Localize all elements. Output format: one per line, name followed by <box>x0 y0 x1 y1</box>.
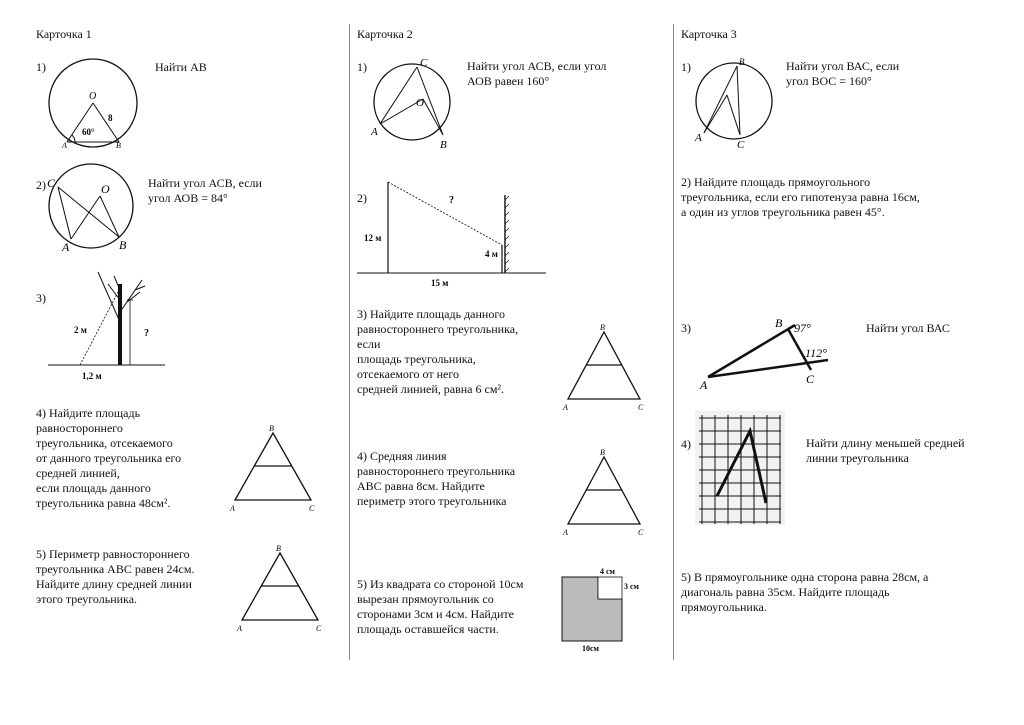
card3-task1-number: 1) <box>681 60 691 74</box>
label-a: A <box>62 141 67 150</box>
card2-task3-text: 3) Найдите площадь данного равностороннего треугольника, если площадь треугольника, отсекаемого от него средней линией, равна 6 см². <box>357 307 519 396</box>
card3-task1-text: Найти угол ВАС, если угол ВОС = 160° <box>786 59 900 88</box>
card1-task4-text: 4) Найдите площадь равностороннего треугольника, отсекаемого от данного треугольника его средней линией, если площадь данного треугольника равна 48см². <box>36 406 182 510</box>
card2-task2-figure <box>354 175 549 290</box>
label-a: A <box>563 403 568 412</box>
label-a: A <box>695 132 702 144</box>
card3-title: Карточка 3 <box>681 27 737 41</box>
card2-task5-figure <box>558 565 658 655</box>
card1-task2-number: 2) <box>36 178 46 192</box>
label-w: 4 см <box>600 567 615 576</box>
label-base: 15 м <box>431 278 449 288</box>
cut-out-rect <box>598 577 622 599</box>
card2-task4-figure <box>558 447 653 539</box>
card2-task1-text: Найти угол АСВ, если угол АОВ равен 160° <box>467 59 607 88</box>
label-b: B <box>739 57 745 67</box>
label-a: A <box>371 126 378 138</box>
label-c: C <box>316 624 322 633</box>
label-b: B <box>600 448 605 457</box>
card1-task1-figure <box>45 55 145 150</box>
label-side: 10см <box>582 644 599 653</box>
label-q: ? <box>144 328 149 339</box>
card1-task5-text: 5) Периметр равностороннего треугольника АВС равен 24см. Найдите длину средней линии этого треугольника. <box>36 547 195 606</box>
label-q: ? <box>449 195 454 206</box>
label-o: O <box>416 97 424 109</box>
card3-task4-text: Найти длину меньшей средней линии треугольника <box>806 436 965 465</box>
label-side: 8 <box>108 113 113 123</box>
card3-task1-figure <box>692 55 782 150</box>
label-ang2: 112° <box>805 346 827 360</box>
label-a: A <box>62 240 70 254</box>
card1-task2-text: Найти угол АСВ, если угол АОВ = 84° <box>148 176 262 205</box>
label-h1: 12 м <box>364 233 382 243</box>
label-o: O <box>101 182 110 196</box>
label-h: 3 см <box>624 582 639 591</box>
label-hyp: 2 м <box>74 325 87 335</box>
label-c: C <box>309 504 315 513</box>
label-c: C <box>420 57 428 69</box>
label-c: C <box>638 403 644 412</box>
label-c: C <box>47 176 56 190</box>
column-divider-1 <box>349 24 350 660</box>
label-a: A <box>563 528 568 537</box>
label-c: C <box>806 372 815 386</box>
label-o: O <box>89 91 97 102</box>
label-b: B <box>119 238 127 252</box>
label-angle: 60° <box>82 127 95 137</box>
card2-title: Карточка 2 <box>357 27 413 41</box>
label-b: B <box>276 544 281 553</box>
card1-task5-figure <box>232 543 332 635</box>
card1-task1-number: 1) <box>36 60 46 74</box>
card1-task2-figure <box>45 160 145 255</box>
card1-task4-figure <box>225 423 325 515</box>
label-a: A <box>230 504 235 513</box>
card1-task3-figure <box>40 262 170 387</box>
card3-task3-figure <box>700 310 850 392</box>
card2-task3-figure <box>558 322 653 414</box>
card3-task5-text: 5) В прямоугольнике одна сторона равна 28см, а диагональ равна 35см. Найдите площадь прямоугольника. <box>681 570 929 614</box>
card3-task4-number: 4) <box>681 437 691 451</box>
column-divider-2 <box>673 24 674 660</box>
card2-task4-text: 4) Средняя линия равностороннего треугольника АВС равна 8см. Найдите периметр этого треугольника <box>357 449 516 508</box>
label-a: A <box>237 624 242 633</box>
card3-task3-number: 3) <box>681 321 691 335</box>
card1-task3-number: 3) <box>36 291 46 305</box>
label-b: B <box>775 316 783 330</box>
label-c: C <box>638 528 644 537</box>
label-base: 1,2 м <box>82 371 102 381</box>
circle <box>49 164 133 248</box>
card2-task2-number: 2) <box>357 191 367 205</box>
label-ang1: 97° <box>794 321 811 335</box>
card2-task1-number: 1) <box>357 60 367 74</box>
label-b: B <box>116 141 121 150</box>
card3-task4-figure <box>694 410 786 526</box>
label-a: A <box>700 378 708 392</box>
label-b: B <box>600 323 605 332</box>
card3-task2-text: 2) Найдите площадь прямоугольного треугольника, если его гипотенуза равна 16см, а один из углов треугольника равен 45°. <box>681 175 920 219</box>
card2-task5-text: 5) Из квадрата со стороной 10см вырезан прямоугольник со сторонами 3см и 4см. Найдите площадь оставшейся части. <box>357 577 524 636</box>
label-b: B <box>269 424 274 433</box>
card3-task3-text: Найти угол ВАС <box>866 321 950 335</box>
label-b: B <box>440 139 447 151</box>
card2-task1-figure <box>370 56 470 156</box>
label-c: C <box>737 139 745 151</box>
card1-task1-text: Найти АВ <box>155 60 207 74</box>
label-h2: 4 м <box>485 249 498 259</box>
card1-title: Карточка 1 <box>36 27 92 41</box>
